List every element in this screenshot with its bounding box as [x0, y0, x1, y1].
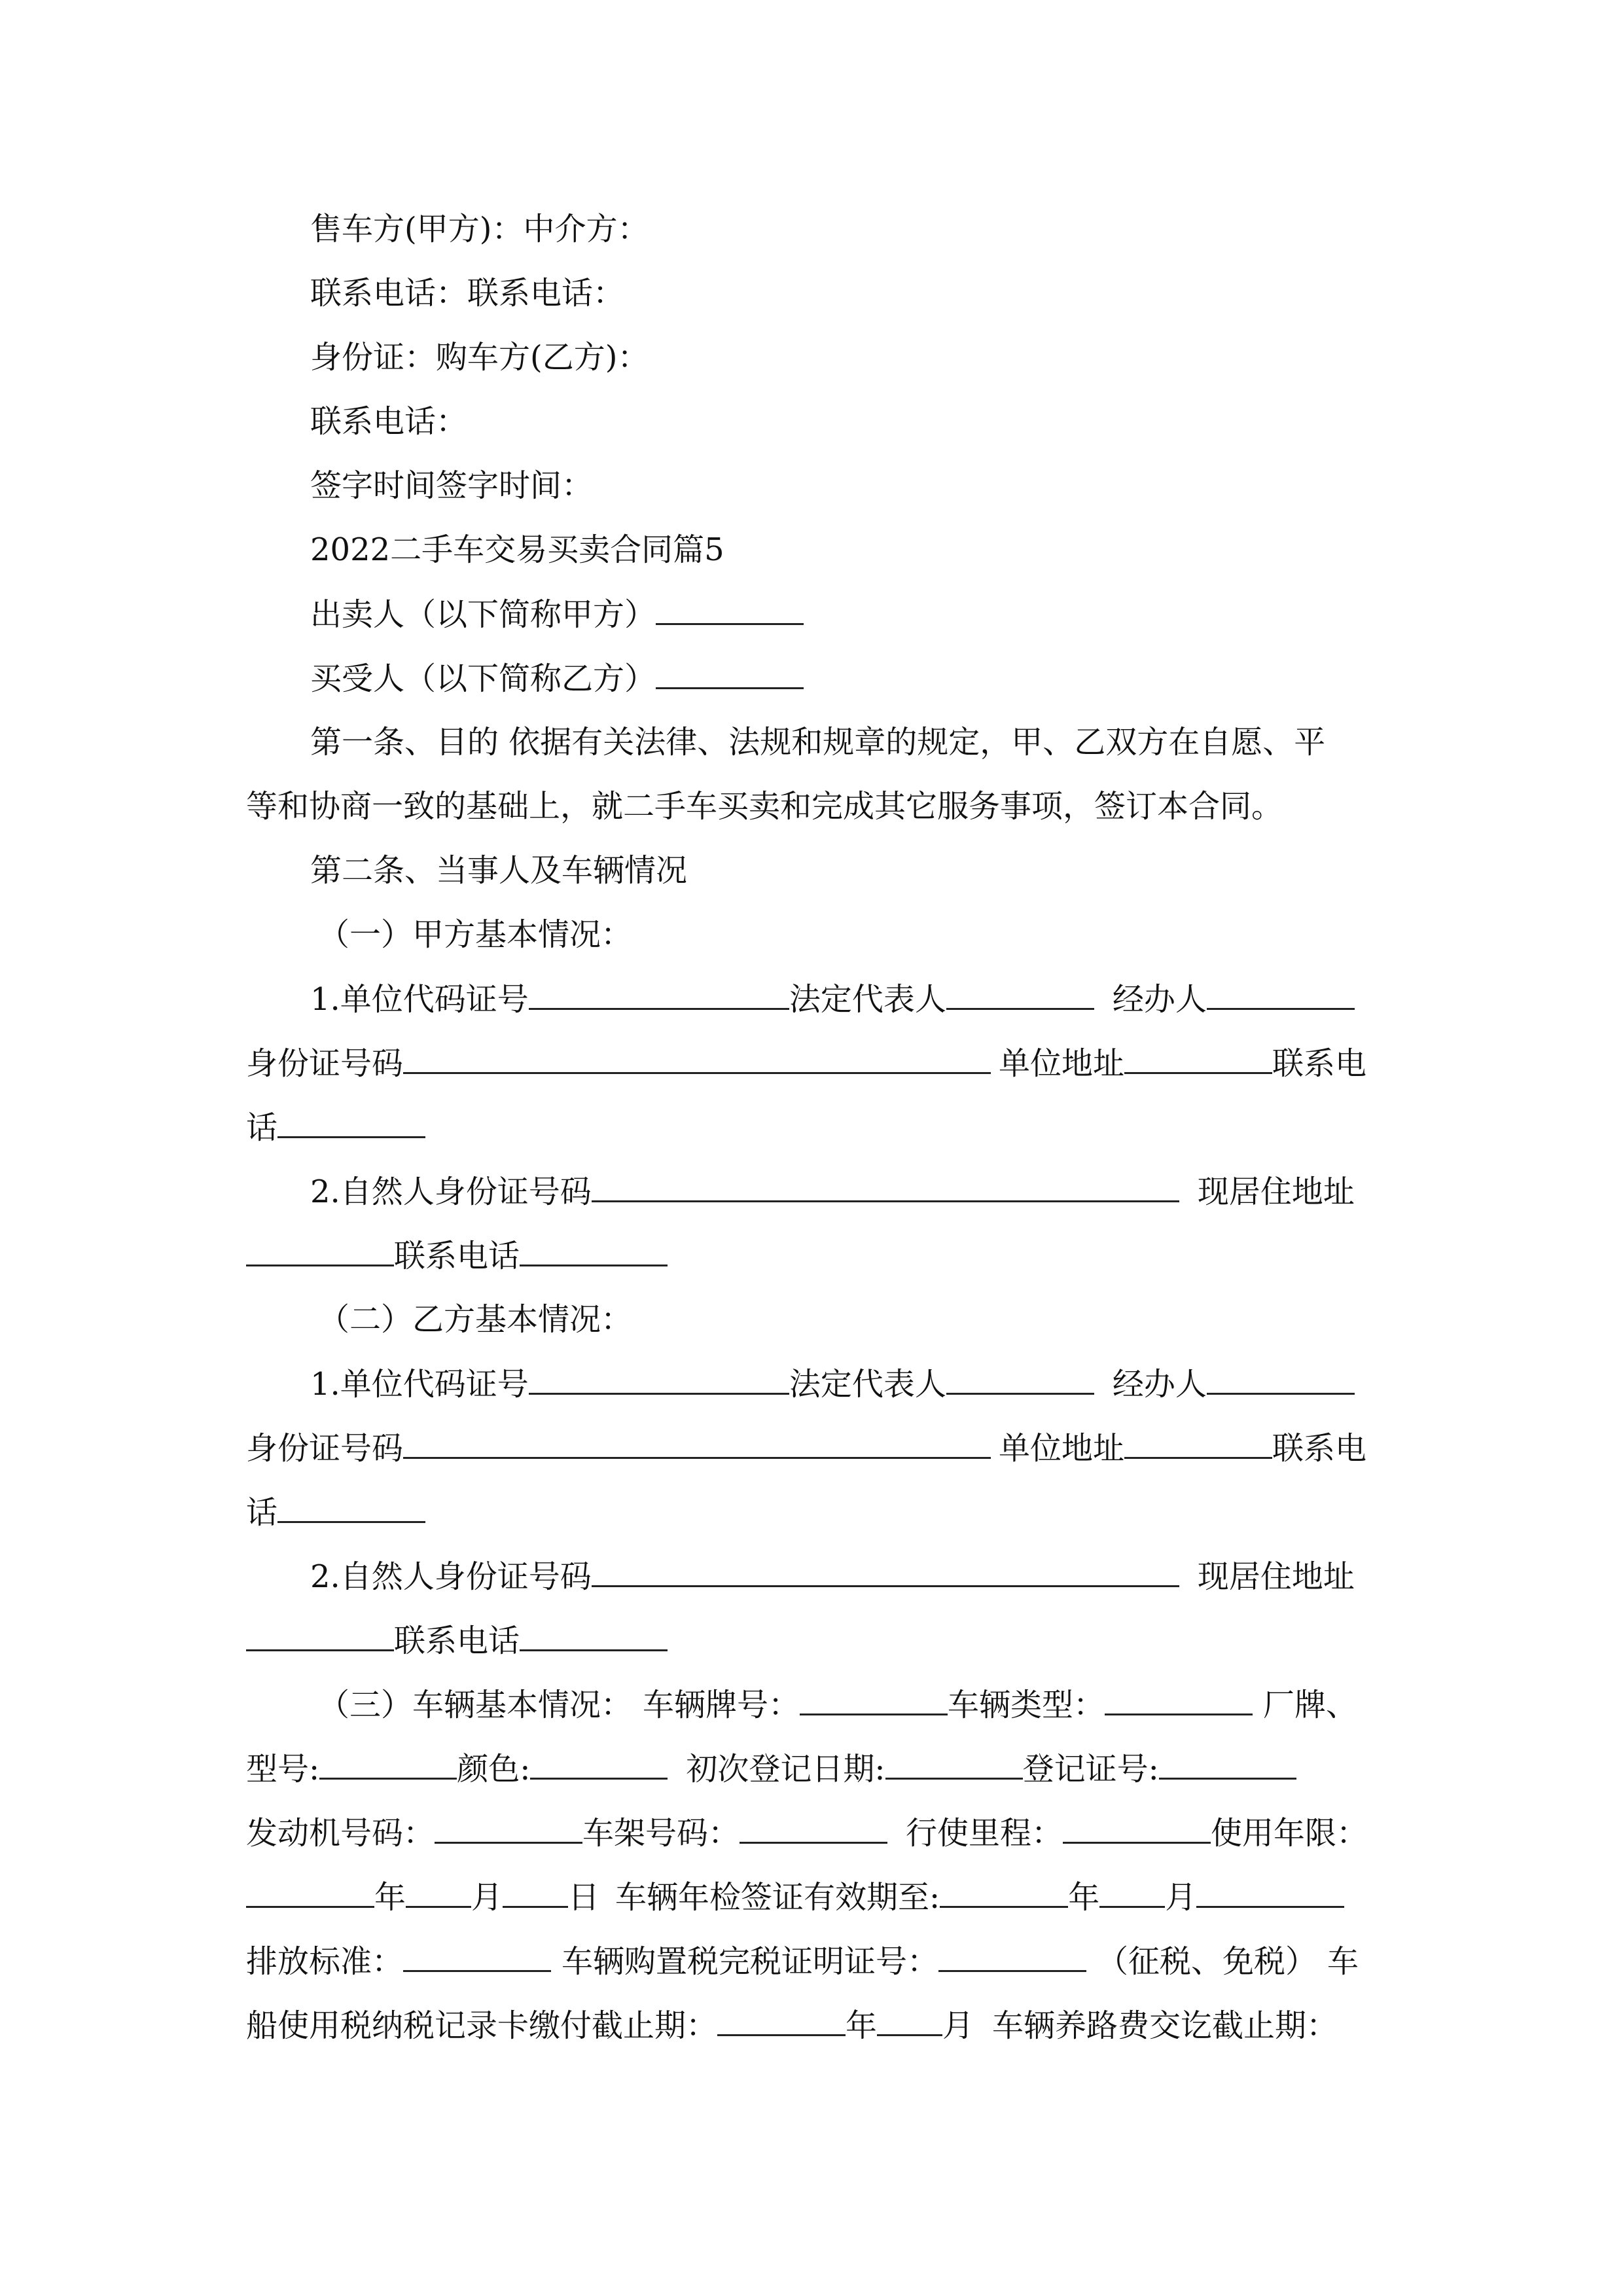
field-label: （三）车辆基本情况：: [318, 1687, 633, 1723]
fill-blank: [946, 979, 1094, 1010]
fill-blank: [403, 1043, 991, 1074]
buyer-line: [310, 658, 804, 698]
form-line: [246, 1236, 668, 1276]
party-a-heading: （一）甲方基本情况：: [318, 916, 633, 953]
article-one-cont: 等和协商一致的基础上，就二手车买卖和完成其它服务事项，签订本合同。: [246, 788, 1283, 825]
fill-blank: [503, 1877, 568, 1908]
fill-blank: [740, 1813, 887, 1844]
fill-blank: [520, 1621, 668, 1651]
form-line: [310, 979, 1355, 1019]
field-label: 身份证号码: [246, 1045, 404, 1082]
field-label: 经办人: [1112, 981, 1207, 1018]
fill-blank: [717, 2005, 846, 2036]
fill-blank: [946, 1364, 1094, 1395]
field-label: 经办人: [1112, 1366, 1207, 1403]
field-label: 型号:: [246, 1751, 320, 1787]
fill-blank: [1196, 1877, 1344, 1908]
text-line: 售车方(甲方)：中介方：: [310, 211, 649, 247]
fill-blank: [246, 1236, 394, 1266]
form-line: [246, 2005, 1338, 2045]
fill-blank: [592, 1556, 1179, 1587]
field-label: 话: [246, 1494, 278, 1531]
fill-blank: [1124, 1428, 1272, 1459]
text-line: 联系电话：联系电话：: [310, 275, 625, 312]
field-label: 法定代表人: [789, 981, 946, 1018]
field-label: 1.单位代码证号: [310, 981, 529, 1018]
field-label: 联系电: [1272, 1430, 1367, 1467]
field-label: 联系电话: [394, 1238, 520, 1274]
form-line: [246, 1749, 1296, 1789]
fill-blank: [877, 2005, 942, 2036]
field-label: 初次登记日期:: [686, 1751, 885, 1787]
form-line: [246, 1492, 425, 1532]
form-line: [246, 1813, 1368, 1853]
form-line: [246, 1428, 1366, 1468]
fill-blank: [246, 1877, 374, 1908]
form-line: [246, 1621, 668, 1660]
form-line: [310, 1556, 1355, 1596]
fill-blank: [1063, 1813, 1211, 1844]
section-heading: 2022二手车交易买卖合同篇5: [310, 531, 724, 568]
fill-blank: [520, 1236, 668, 1266]
fill-blank: [1207, 1364, 1355, 1395]
field-label: 单位地址: [999, 1045, 1125, 1082]
fill-blank: [1099, 1877, 1165, 1908]
text-line: 联系电话：: [310, 403, 468, 440]
fill-blank: [246, 1621, 394, 1651]
field-label: 车辆养路费交讫截止期：: [992, 2007, 1338, 2044]
field-label: 车架号码：: [582, 1815, 740, 1852]
fill-blank: [277, 1492, 425, 1523]
field-label: 月: [1165, 1879, 1197, 1916]
field-label: 车辆牌号：: [643, 1687, 800, 1723]
field-label: 联系电话: [394, 1623, 520, 1659]
field-label: 年: [846, 2007, 878, 2044]
field-label: 法定代表人: [789, 1366, 946, 1403]
fill-blank: [529, 979, 789, 1010]
fill-blank: [938, 1941, 1086, 1972]
fill-blank: [940, 1877, 1068, 1908]
field-label: 车辆年检签证有效期至:: [615, 1879, 940, 1916]
field-label: 登记证号:: [1022, 1751, 1159, 1787]
text-line: 签字时间签字时间：: [310, 467, 594, 504]
seller-line: [310, 594, 804, 634]
fill-blank: [403, 1941, 551, 1972]
field-label: 使用年限：: [1211, 1815, 1368, 1852]
form-line: [310, 1364, 1355, 1404]
field-label: 排放标准：: [246, 1943, 404, 1980]
party-b-heading: （二）乙方基本情况：: [318, 1301, 633, 1338]
field-label: 身份证号码: [246, 1430, 404, 1467]
field-label: 现居住地址: [1197, 1558, 1355, 1595]
fill-blank: [1124, 1043, 1272, 1074]
buyer-label: 买受人（以下简称乙方）: [310, 660, 656, 697]
field-label: 厂牌、: [1263, 1687, 1358, 1723]
fill-blank: [403, 1428, 991, 1459]
fill-blank: [800, 1685, 948, 1715]
field-label: 联系电: [1272, 1045, 1367, 1082]
fill-blank: [1207, 979, 1355, 1010]
field-label: 2.自然人身份证号码: [310, 1174, 592, 1210]
form-line: [246, 1107, 425, 1147]
fill-blank: [592, 1172, 1179, 1202]
text-line: 身份证：购车方(乙方)：: [310, 339, 649, 376]
field-label: 话: [246, 1109, 278, 1146]
form-line: [318, 1685, 1357, 1725]
form-line: [246, 1043, 1366, 1083]
fill-blank: [406, 1877, 471, 1908]
article-two: 第二条、当事人及车辆情况: [310, 852, 688, 889]
field-label: 月: [471, 1879, 503, 1916]
form-line: [246, 1877, 1344, 1917]
field-label: 月: [942, 2007, 974, 2044]
field-label: 年: [1068, 1879, 1100, 1916]
field-label: 单位地址: [999, 1430, 1125, 1467]
fill-blank: [530, 1749, 668, 1780]
seller-label: 出卖人（以下简称甲方）: [310, 596, 656, 633]
article-one: 第一条、目的 依据有关法律、法规和规章的规定，甲、乙双方在自愿、平: [310, 724, 1326, 761]
field-label: 发动机号码：: [246, 1815, 435, 1852]
field-label: 年: [374, 1879, 406, 1916]
field-label: 2.自然人身份证号码: [310, 1558, 592, 1595]
field-label: 颜色:: [457, 1751, 531, 1787]
fill-blank: [277, 1107, 425, 1138]
field-label: 日: [568, 1879, 600, 1916]
fill-blank: [656, 594, 804, 625]
field-label: 行使里程：: [906, 1815, 1063, 1852]
fill-blank: [1159, 1749, 1296, 1780]
field-label: （征税、免税）: [1097, 1943, 1317, 1980]
form-line: [310, 1172, 1355, 1211]
fill-blank: [319, 1749, 457, 1780]
fill-blank: [656, 658, 804, 689]
field-label: 现居住地址: [1197, 1174, 1355, 1210]
fill-blank: [529, 1364, 789, 1395]
fill-blank: [885, 1749, 1023, 1780]
fill-blank: [435, 1813, 582, 1844]
field-label: 船使用税纳税记录卡缴付截止期：: [246, 2007, 718, 2044]
field-label: 1.单位代码证号: [310, 1366, 529, 1403]
fill-blank: [1105, 1685, 1253, 1715]
field-label: 车辆类型：: [948, 1687, 1105, 1723]
field-label: 车辆购置税完税证明证号：: [562, 1943, 939, 1980]
form-line: [246, 1941, 1359, 1981]
field-label: 车: [1327, 1943, 1359, 1980]
